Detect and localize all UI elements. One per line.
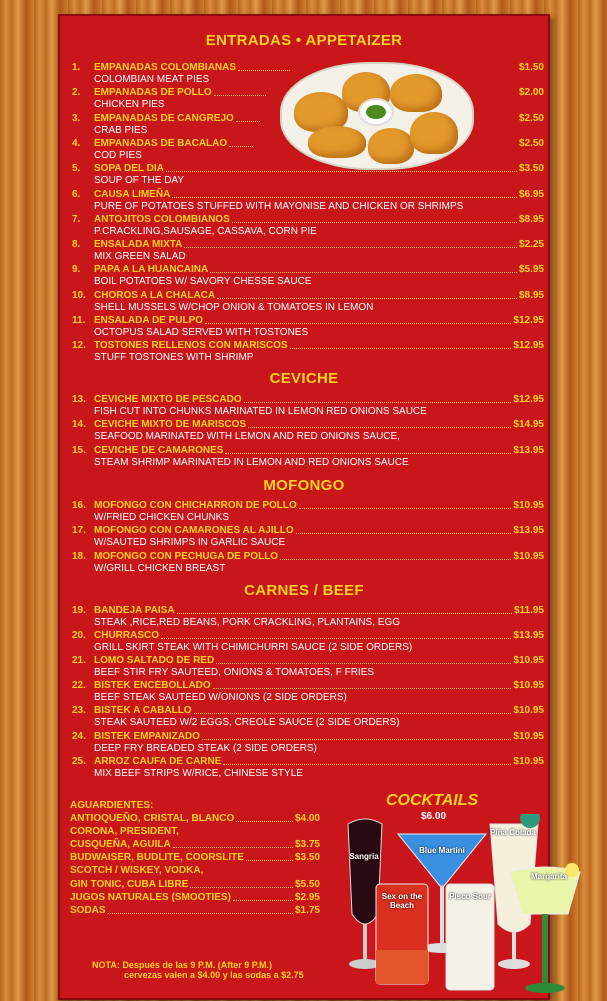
menu-item	[72, 419, 544, 443]
item-number: 19.	[72, 605, 86, 616]
item-name: MOFONGO CON CHICHARRON DE POLLO	[94, 500, 297, 511]
menu-item	[72, 189, 544, 213]
item-price: $12.95	[513, 340, 544, 352]
item-name: SOPA DEL DIA	[94, 163, 164, 175]
menu-item	[72, 264, 544, 288]
beverage-name: SODAS	[70, 904, 106, 916]
menu-item	[72, 214, 544, 238]
item-description: P.CRACKLING,SAUSAGE, CASSAVA, CORN PIE	[94, 225, 317, 237]
sex-on-the-beach-label: Sex on the Beach	[381, 892, 423, 910]
item-name: CEVICHE MIXTO DE PESCADO	[94, 394, 242, 405]
item-description: SHELL MUSSELS W/CHOP ONION & TOMATOES IN LEMON	[94, 301, 374, 313]
item-number: 8.	[72, 239, 81, 251]
item-description: CRAB PIES	[94, 124, 148, 136]
item-price: $14.95	[513, 419, 544, 431]
beverage-item	[70, 839, 320, 851]
dot-leader	[217, 298, 517, 299]
item-description: OCTOPUS SALAD SERVED WITH TOSTONES	[94, 327, 309, 338]
menu-item	[72, 113, 544, 137]
dot-leader	[244, 402, 512, 403]
item-name: EMPANADAS DE BACALAO	[94, 137, 228, 149]
item-name: CAUSA LIMEÑA	[94, 188, 171, 200]
item-description: GRILL SKIRT STEAK WITH CHIMICHURRI SAUCE (2 SIDE ORDERS)	[94, 642, 413, 654]
item-name: ARROZ CAUFA DE CARNE	[94, 755, 222, 767]
item-price: $8.95	[518, 213, 544, 225]
beverage-name: CUSQUEÑA, AGUILA	[70, 839, 171, 851]
item-description: W/SAUTED SHRIMPS IN GARLIC SAUCE	[94, 537, 286, 549]
dot-leader	[229, 146, 253, 147]
item-number: 21.	[72, 655, 86, 667]
item-description: DEEP FRY BREADED STEAK (2 SIDE ORDERS)	[94, 742, 317, 754]
beverage-item	[70, 865, 320, 877]
item-description: STUFF TOSTONES WITH SHRIMP	[94, 352, 254, 364]
item-name: ANTOJITOS COLOMBIANOS	[94, 213, 230, 225]
dot-leader	[184, 247, 517, 248]
dot-leader	[210, 272, 517, 273]
dot-leader	[236, 821, 293, 822]
item-price: $10.95	[513, 705, 544, 717]
dot-leader	[296, 533, 512, 534]
item-description: MIX GREEN SALAD	[94, 251, 186, 263]
item-price: $1.50	[518, 62, 544, 73]
item-name: EMPANADAS DE POLLO	[94, 87, 212, 99]
item-description: SOUP OF THE DAY	[94, 175, 185, 187]
blue-martini-label: Blue Martini	[419, 846, 465, 855]
item-name: EMPANADAS DE CANGREJO	[94, 112, 234, 124]
menu-item	[72, 680, 544, 704]
item-description: SEAFOOD MARINATED WITH LEMON AND RED ONIONS SAUCE,	[94, 431, 400, 443]
beverage-name: BUDWAISER, BUDLITE, COORSLITE	[70, 852, 244, 864]
item-name: MOFONGO CON CAMARONES AL AJILLO	[94, 525, 294, 537]
menu-panel	[58, 14, 567, 1000]
item-description: STEAK ,RICE,RED BEANS, PORK CRACKLING, PLANTAINS, EGG	[94, 617, 400, 628]
cocktails-title: COCKTAILS	[386, 792, 479, 809]
item-number: 20.	[72, 630, 86, 642]
menu-item	[72, 756, 544, 780]
section-title-carnes: CARNES / BEEF	[244, 582, 364, 599]
item-price: $8.95	[518, 289, 544, 301]
item-description: COLOMBIAN MEAT PIES	[94, 74, 210, 85]
item-price: $2.50	[518, 112, 544, 124]
item-number: 2.	[72, 87, 81, 99]
item-name: CHURRASCO	[94, 630, 159, 642]
item-price: $13.95	[513, 525, 544, 537]
beverage-name: CORONA, PRESIDENT,	[70, 826, 179, 838]
dot-leader	[194, 713, 512, 714]
item-price: $10.95	[513, 500, 544, 511]
item-price: $11.95	[513, 605, 544, 616]
section-title-entradas: ENTRADAS • APPETAIZER	[205, 32, 403, 49]
dot-leader	[202, 739, 511, 740]
section-title-mofongo: MOFONGO	[263, 477, 345, 494]
item-price: $2.50	[518, 137, 544, 149]
menu-item	[72, 655, 544, 679]
menu-item	[72, 605, 544, 629]
item-description: CHICKEN PIES	[94, 99, 165, 111]
dot-leader	[108, 913, 293, 914]
beverage-price: $2.95	[294, 891, 320, 903]
beverage-price: $5.50	[294, 878, 320, 890]
menu-item	[72, 551, 544, 575]
item-number: 3.	[72, 112, 81, 124]
dot-leader	[214, 95, 266, 96]
item-name: ENSALADA MIXTA	[94, 239, 183, 251]
menu-item	[72, 705, 544, 729]
beverage-item	[70, 813, 320, 825]
cocktails-price: $6.00	[421, 811, 447, 822]
dot-leader	[177, 613, 512, 614]
item-price: $10.95	[513, 730, 544, 742]
beverage-price: $3.50	[294, 852, 320, 864]
menu-item	[72, 340, 544, 364]
item-number: 1.	[72, 62, 81, 73]
item-number: 7.	[72, 213, 81, 225]
menu-item	[72, 500, 544, 524]
dot-leader	[172, 197, 517, 198]
menu-item	[72, 62, 544, 86]
dot-leader	[161, 638, 511, 639]
dot-leader	[246, 860, 293, 861]
nota-line1: NOTA: Después de las 9 P.M. (After 9 P.M.)	[92, 960, 273, 970]
menu-item	[72, 525, 544, 549]
item-name: BISTEK ENCEBOLLADO	[94, 680, 211, 692]
menu-item	[72, 731, 544, 755]
dot-leader	[190, 887, 293, 888]
item-name: BISTEK A CABALLO	[94, 705, 192, 717]
item-price: $5.95	[518, 264, 544, 276]
beverages-title: AGUARDIENTES:	[70, 800, 154, 811]
item-number: 18.	[72, 550, 86, 562]
beverage-item	[70, 905, 320, 917]
item-price: $13.95	[513, 444, 544, 456]
item-number: 9.	[72, 264, 81, 276]
item-name: PAPA A LA HUANCAINA	[94, 264, 209, 276]
menu-item	[72, 394, 544, 418]
dot-leader	[232, 222, 517, 223]
item-price: $12.95	[513, 315, 544, 326]
beverage-price: $4.00	[294, 813, 320, 824]
item-number: 10.	[72, 289, 86, 301]
beverage-item	[70, 879, 320, 891]
item-number: 5.	[72, 163, 81, 175]
item-name: BISTEK EMPANIZADO	[94, 730, 200, 742]
item-name: EMPANADAS COLOMBIANAS	[94, 62, 237, 73]
item-price: $10.95	[513, 680, 544, 692]
menu-item	[72, 445, 544, 469]
aguardientes-title	[70, 800, 320, 812]
dot-leader	[166, 171, 517, 172]
margarita-label: Margarita	[530, 872, 567, 881]
menu-item	[72, 163, 544, 187]
beverage-item	[70, 852, 320, 864]
item-number: 23.	[72, 705, 86, 717]
item-description: FISH CUT INTO CHUNKS MARINATED IN LEMON RED ONIONS SAUCE	[94, 406, 427, 417]
beverage-item	[70, 892, 320, 904]
dot-leader	[173, 847, 293, 848]
sangria-label: Sangria	[349, 852, 379, 861]
section-title-ceviche: CEVICHE	[269, 370, 339, 387]
menu-item	[72, 87, 544, 111]
item-description: PURE OF POTATOES STUFFED WITH MAYONISE AND CHICKEN OR SHRIMPS	[94, 200, 464, 212]
item-price: $2.25	[518, 239, 544, 251]
item-description: COD PIES	[94, 149, 142, 161]
item-number: 13.	[72, 394, 86, 405]
menu-item	[72, 138, 544, 162]
dot-leader	[223, 764, 511, 765]
item-description: W/FRIED CHICKEN CHUNKS	[94, 512, 230, 523]
item-number: 4.	[72, 137, 81, 149]
dot-leader	[236, 121, 260, 122]
beverage-price: $3.75	[294, 839, 320, 851]
item-description: MIX BEEF STRIPS W/RICE, CHINESE STYLE	[94, 767, 303, 779]
item-number: 22.	[72, 680, 86, 692]
beverage-name: ANTIOQUEÑO, CRISTAL, BLANCO	[70, 813, 235, 824]
item-price: $13.95	[513, 630, 544, 642]
dot-leader	[238, 70, 290, 71]
beverage-price: $1.75	[294, 904, 320, 916]
dot-leader	[280, 559, 511, 560]
margarita-glass-icon	[508, 862, 582, 996]
item-number: 11.	[72, 315, 86, 326]
item-number: 14.	[72, 419, 86, 431]
item-number: 12.	[72, 340, 86, 352]
item-price: $10.95	[513, 655, 544, 667]
item-description: BOIL POTATOES W/ SAVORY CHESSE SAUCE	[94, 276, 312, 288]
dot-leader	[225, 453, 511, 454]
menu-item	[72, 290, 544, 314]
dot-leader	[248, 427, 511, 428]
dot-leader	[213, 688, 512, 689]
pisco-sour-label: Pisco Sour	[449, 892, 491, 901]
beverage-name: GIN TONIC, CUBA LIBRE	[70, 878, 189, 890]
item-description: STEAK SAUTEED W/2 EGGS, CREOLE SAUCE (2 SIDE ORDERS)	[94, 717, 400, 729]
item-name: BANDEJA PAISA	[94, 605, 175, 616]
item-name: MOFONGO CON PECHUGA DE POLLO	[94, 550, 279, 562]
nota	[92, 960, 304, 980]
beverage-name: SCOTCH / WISKEY, VODKA,	[70, 865, 204, 877]
item-number: 25.	[72, 755, 86, 767]
dot-leader	[233, 900, 293, 901]
item-number: 16.	[72, 500, 86, 511]
beverage-name: JUGOS NATURALES (SMOOTIES)	[70, 891, 231, 903]
nota-line2: cervezas valen a $4.00 y las sodas a $2.75	[124, 970, 304, 980]
item-name: ENSALADA DE PULPO	[94, 315, 204, 326]
item-number: 17.	[72, 525, 86, 537]
dot-leader	[216, 663, 511, 664]
item-description: BEEF STIR FRY SAUTEED, ONIONS & TOMATOES, F FRIES	[94, 667, 375, 679]
item-price: $10.95	[513, 755, 544, 767]
item-name: TOSTONES RELLENOS CON MARISCOS	[94, 340, 288, 352]
beverage-item	[70, 826, 320, 838]
item-price: $12.95	[513, 394, 544, 405]
item-number: 6.	[72, 188, 81, 200]
item-description: W/GRILL CHICKEN BREAST	[94, 562, 226, 574]
item-name: LOMO SALTADO DE RED	[94, 655, 215, 667]
item-price: $2.00	[518, 87, 544, 99]
item-price: $3.50	[518, 163, 544, 175]
item-number: 24.	[72, 730, 86, 742]
item-description: BEEF STEAK SAUTEED W/ONIONS (2 SIDE ORDERS)	[94, 692, 347, 704]
menu-item	[72, 630, 544, 654]
pina-colada-label: Piña Colada	[490, 828, 536, 837]
dot-leader	[290, 348, 512, 349]
item-price: $6.95	[518, 188, 544, 200]
dot-leader	[299, 508, 512, 509]
item-price: $10.95	[513, 550, 544, 562]
dot-leader	[205, 323, 511, 324]
item-description: STEAM SHRIMP MARINATED IN LEMON AND RED ONIONS SAUCE	[94, 456, 409, 468]
item-name: CEVICHE DE CAMARONES	[94, 444, 224, 456]
item-name: CHOROS A LA CHALACA	[94, 289, 216, 301]
item-number: 15.	[72, 444, 86, 456]
menu-item	[72, 315, 544, 339]
item-name: CEVICHE MIXTO DE MARISCOS	[94, 419, 247, 431]
menu-item	[72, 239, 544, 263]
